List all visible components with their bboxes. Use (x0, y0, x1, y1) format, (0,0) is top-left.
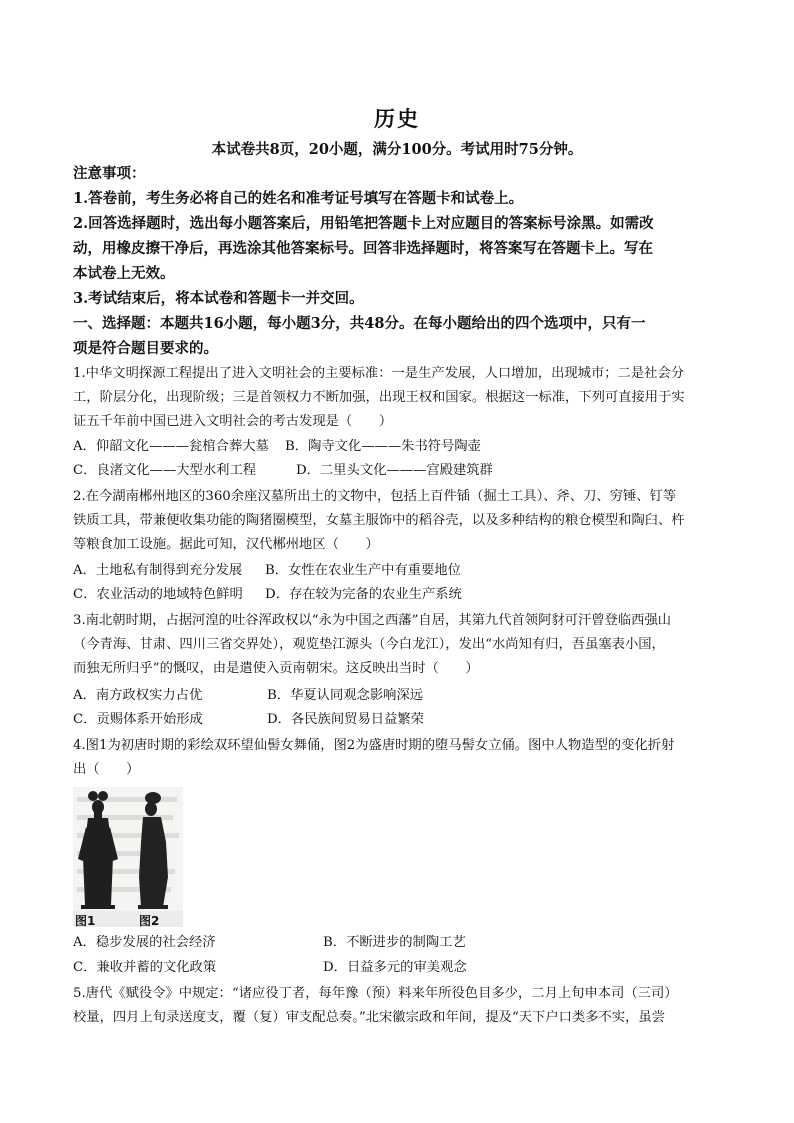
q1-stem-line3: 证五千年前中国已进入文明社会的考古发现是（ ） (73, 414, 393, 429)
q2-option-d: D．存在较为完备的农业生产系统 (265, 587, 462, 602)
q2-stem-line1: 2.在今湖南郴州地区的360余座汉墓所出土的文物中，包括上百件锸（掘土工具）、斧、刀、穷锤、钉等 (73, 489, 677, 504)
q4-option-b: B．不断进步的制陶工艺 (323, 935, 466, 950)
q4-stem-line1: 4.图1为初唐时期的彩绘双环望仙髻女舞俑，图2为盛唐时期的堕马髻女立俑。图中人物造型的变化折射 (73, 738, 675, 753)
q2-option-c: C．农业活动的地域特色鲜明 (73, 587, 243, 602)
q1-option-b: B．陶寺文化———朱书符号陶壶 (285, 439, 481, 454)
q3-option-b: B．华夏认同观念影响深远 (267, 688, 424, 703)
q1-stem-line1: 1.中华文明探源工程提出了进入文明社会的主要标准：一是生产发展，人口增加，出现城市；二是社会分 (73, 366, 685, 381)
q2-stem-line3: 等粮食加工设施。据此可知，汉代郴州地区（ ） (73, 537, 379, 552)
q4-option-c: C．兼收并蓄的文化政策 (73, 960, 217, 975)
q1-option-c: C．良渚文化——大型水利工程 (73, 463, 257, 478)
q1-stem-line2: 工，阶层分化，出现阶级；三是首领权力不断加强，出现王权和国家。根据这一标准，下列可直接用于实 (73, 390, 685, 405)
q4-option-a: A．稳步发展的社会经济 (73, 935, 216, 950)
q3-option-a: A．南方政权实力占优 (73, 688, 203, 703)
q4-option-d: D．日益多元的审美观念 (323, 960, 467, 975)
q3-option-c: C．贡赐体系开始形成 (73, 712, 203, 727)
note-2-line2: 动，用橡皮擦干净后，再选涂其他答案标号。回答非选择题时，将答案写在答题卡上。写在 (73, 240, 653, 257)
section-heading-line2: 项是符合题目要求的。 (73, 340, 218, 357)
note-3: 3.考试结束后，将本试卷和答题卡一并交回。 (73, 290, 364, 307)
section-heading-line1: 一、选择题：本题共16小题，每小题3分，共48分。在每小题给出的四个选项中，只有一 (73, 315, 646, 332)
q2-stem-line2: 铁质工具，带兼便收集功能的陶猪圈模型，女墓主服饰中的稻谷壳，以及多种结构的粮仓模型和陶臼、杵 (73, 513, 685, 528)
q5-stem-line2: 校量，四月上旬录送度支，覆（复）审支配总奏。”北宋徽宗政和年间，提及“天下户口类多不实，虽尝 (73, 1010, 666, 1025)
figure-2-label: 图2 (139, 914, 160, 928)
exam-info: 本试卷共8页，20小题，满分100分。考试用时75分钟。 (211, 141, 583, 158)
figurine-photos (73, 787, 183, 927)
q3-option-d: D．各民族间贸易日益繁荣 (267, 712, 424, 727)
notes-heading: 注意事项： (73, 165, 146, 182)
note-2-line3: 本试卷上无效。 (73, 265, 175, 282)
q1-option-a: A．仰韶文化———瓮棺合葬大墓 (73, 439, 269, 454)
note-2-line1: 2.回答选择题时，选出每小题答案后，用铅笔把答题卡上对应题目的答案标号涂黑。如需改 (73, 215, 654, 232)
q2-option-b: B．女性在农业生产中有重要地位 (265, 563, 461, 578)
q5-stem-line1: 5.唐代《赋役令》中规定：“诸应役丁者，每年豫（预）料来年所役色目多少，二月上旬申本司（三司） (73, 986, 678, 1001)
q3-stem-line1: 3.南北朝时期，占据河湟的吐谷浑政权以“永为中国之西藩”自居，其第九代首领阿豺可汗曾登临西强山 (73, 613, 672, 628)
q2-option-a: A．土地私有制得到充分发展 (73, 563, 243, 578)
q1-option-d: D．二里头文化———宫殿建筑群 (296, 463, 493, 478)
note-1: 1.答卷前，考生务必将自己的姓名和准考证号填写在答题卡和试卷上。 (73, 190, 524, 207)
q4-stem-line2: 出（ ） (73, 762, 140, 777)
figurine-figure (73, 787, 183, 927)
q3-stem-line3: 而独无所归乎”的慨叹，由是遣使入贡南朝宋。这反映出当时（ ） (73, 661, 479, 676)
page-title: 历史 (374, 106, 420, 131)
q3-stem-line2: （今青海、甘肃、四川三省交界处），观览垫江源头（今白龙江），发出“水尚知有归，吾虽塞表小国， (73, 637, 665, 652)
figure-1-label: 图1 (75, 914, 96, 928)
